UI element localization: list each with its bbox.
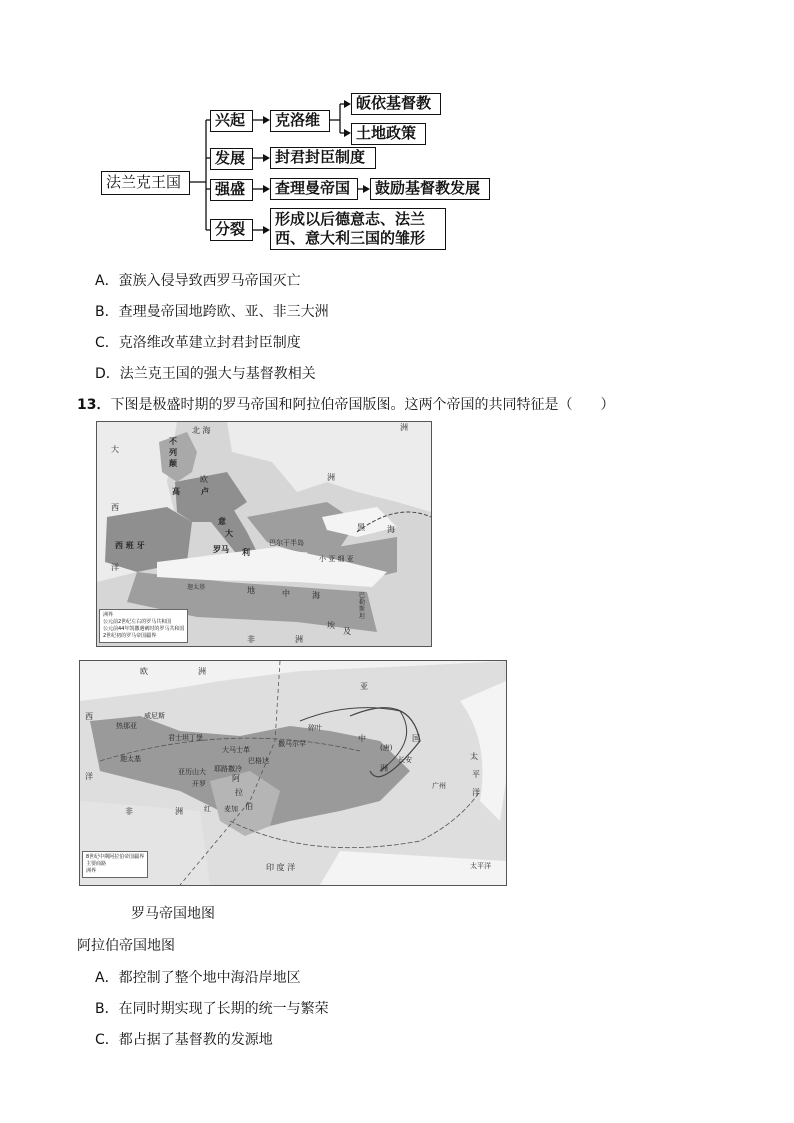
q13-option-a: A．都控制了整个地中海沿岸地区 — [95, 970, 301, 986]
label-ji: 及 — [343, 627, 351, 636]
split-result-line-1: 形成以后德意志、法兰 — [275, 210, 426, 228]
label-beihai: 北 海 — [192, 426, 211, 435]
arab-label-hong: 红 — [204, 805, 211, 813]
label-ou: 欧 — [200, 475, 208, 484]
node-land-policy: 土地政策 — [351, 123, 426, 145]
label-yi: 意 — [218, 517, 226, 526]
arab-label-damashige: 大马士革 — [222, 746, 250, 754]
arab-label-yindu: 印 度 洋 — [266, 863, 296, 872]
label-li: 利 — [242, 548, 250, 557]
label-zhou3: 洲 — [400, 423, 408, 432]
label-zhong: 中 — [282, 589, 290, 598]
node-split-result — [270, 208, 446, 250]
node-strong: 强盛 — [210, 179, 253, 201]
arab-label-ya: 亚 — [360, 682, 368, 691]
label-xiaoyaxiya: 小 亚 细 亚 — [319, 555, 354, 563]
arab-legend-item-3: 洲界 — [86, 868, 97, 874]
node-rise: 兴起 — [210, 110, 253, 132]
arab-legend-item-2: 主要商路 — [86, 861, 107, 867]
q13-stem — [77, 394, 614, 414]
arab-label-weinisi: 威尼斯 — [144, 712, 165, 720]
arab-label-zhou: 洲 — [198, 667, 206, 676]
roman-legend-item-2: 公元前2世纪左右的罗马共和国 — [103, 619, 172, 625]
label-zhou2: 洲 — [295, 635, 303, 644]
roman-empire-map — [96, 421, 432, 647]
arab-legend-item-1: 8世纪中期阿拉伯帝国疆界 — [86, 854, 145, 860]
node-clovis: 克洛维 — [270, 110, 330, 132]
arab-label-ou: 欧 — [140, 667, 148, 676]
label-yang: 洋 — [111, 563, 119, 572]
arab-label-zhong: 中 — [358, 734, 366, 743]
label-jianataiji: 迦太基 — [187, 584, 206, 591]
q13-text: 下图是极盛时期的罗马帝国和阿拉伯帝国版图。这两个帝国的共同特征是（ ） — [110, 397, 615, 413]
label-zhou: 洲 — [327, 473, 335, 482]
label-hai: 海 — [387, 525, 395, 534]
label-bale: 巴勒斯坦 — [359, 592, 366, 620]
arab-label-la: 拉 — [235, 788, 243, 797]
arab-label-suiye: 碎叶 — [308, 724, 322, 732]
roman-map-legend — [99, 609, 188, 643]
label-di: 地 — [247, 586, 255, 595]
arab-label-kailuo: 开罗 — [192, 780, 206, 788]
arab-label-guangzhou: 广州 — [432, 782, 446, 790]
arab-label-maijia: 麦加 — [224, 805, 238, 813]
arab-label-tai: 太 — [470, 752, 478, 761]
q12-option-b: B．查理曼帝国地跨欧、亚、非三大洲 — [95, 304, 329, 320]
label-ai: 埃 — [327, 621, 335, 630]
arab-label-guo: 国 — [412, 734, 420, 743]
arab-label-jun: 君士坦丁堡 — [168, 734, 203, 742]
label-balkan: 巴尔干半岛 — [269, 539, 304, 547]
arab-label-bagda: 巴格达 — [248, 757, 269, 765]
node-feudal-system: 封君封臣制度 — [270, 147, 376, 169]
q13-option-b: B．在同时期实现了长期的统一与繁荣 — [95, 1001, 329, 1017]
arab-label-tang: (唐) — [380, 744, 393, 752]
label-luoma: 罗马 — [213, 545, 229, 554]
q13-option-c: C．都占据了基督教的发源地 — [95, 1032, 273, 1048]
arab-empire-map — [79, 660, 507, 886]
arab-label-xi: 西 — [85, 712, 93, 721]
q12-option-c: C．克洛维改革建立封君封臣制度 — [95, 335, 301, 351]
arab-map-caption: 阿拉伯帝国地图 — [77, 938, 175, 954]
node-split: 分裂 — [210, 219, 253, 241]
node-develop: 发展 — [210, 148, 253, 170]
node-convert-christianity: 皈依基督教 — [351, 93, 441, 115]
roman-map-caption: 罗马帝国地图 — [131, 906, 215, 922]
label-da2: 大 — [225, 529, 233, 538]
roman-legend-item-4: 2世纪初的罗马帝国疆界 — [103, 633, 157, 639]
label-hai2: 海 — [312, 591, 320, 600]
arab-label-yerusa: 耶路撒冷 — [214, 765, 242, 773]
label-bu: 不 — [169, 437, 177, 446]
arab-label-jiatai: 迦太基 — [120, 755, 141, 763]
arab-label-fei: 非 — [125, 807, 133, 816]
label-dian: 颠 — [169, 459, 177, 468]
split-result-line-2: 西、意大利三国的雏形 — [275, 229, 426, 247]
roman-legend-item-1: 洲界 — [103, 612, 114, 618]
arab-label-taiping2: 太平洋 — [470, 862, 491, 870]
node-charlemagne-empire: 查理曼帝国 — [270, 178, 358, 200]
arab-map-legend — [82, 851, 148, 878]
root-frankish-kingdom: 法兰克王国 — [101, 171, 190, 195]
q12-option-d: D．法兰克王国的强大与基督教相关 — [95, 366, 316, 382]
arab-label-a: 阿 — [232, 774, 240, 783]
arab-label-ping: 平 — [472, 770, 480, 779]
arab-label-zhou2: 洲 — [380, 764, 388, 773]
arab-label-tashi: 撒马尔罕 — [278, 740, 306, 748]
label-da: 大 — [111, 445, 119, 454]
arab-label-changan: 长安 — [398, 756, 412, 764]
node-encourage-christianity: 鼓励基督教发展 — [370, 178, 490, 200]
roman-legend-item-3: 公元前44年凯撒遇刺时的罗马共和国 — [103, 626, 185, 632]
label-fei: 非 — [247, 635, 255, 644]
label-xi: 西 — [111, 503, 119, 512]
label-xibanya: 西 班 牙 — [115, 541, 145, 550]
arab-label-yang: 洋 — [85, 772, 93, 781]
label-gao: 高 — [172, 487, 180, 496]
arab-label-zhou3: 洲 — [175, 807, 183, 816]
arab-label-bo: 伯 — [245, 802, 253, 811]
arab-label-alex: 亚历山大 — [178, 768, 206, 776]
label-lu: 卢 — [201, 487, 209, 496]
arab-label-yang2: 洋 — [472, 788, 480, 797]
q13-number: 13． — [77, 397, 111, 413]
q12-option-a: A．蛮族入侵导致西罗马帝国灭亡 — [95, 273, 301, 289]
arab-label-rena: 热那亚 — [116, 722, 137, 730]
label-hei: 黑 — [357, 523, 365, 532]
label-lie: 列 — [169, 448, 177, 457]
